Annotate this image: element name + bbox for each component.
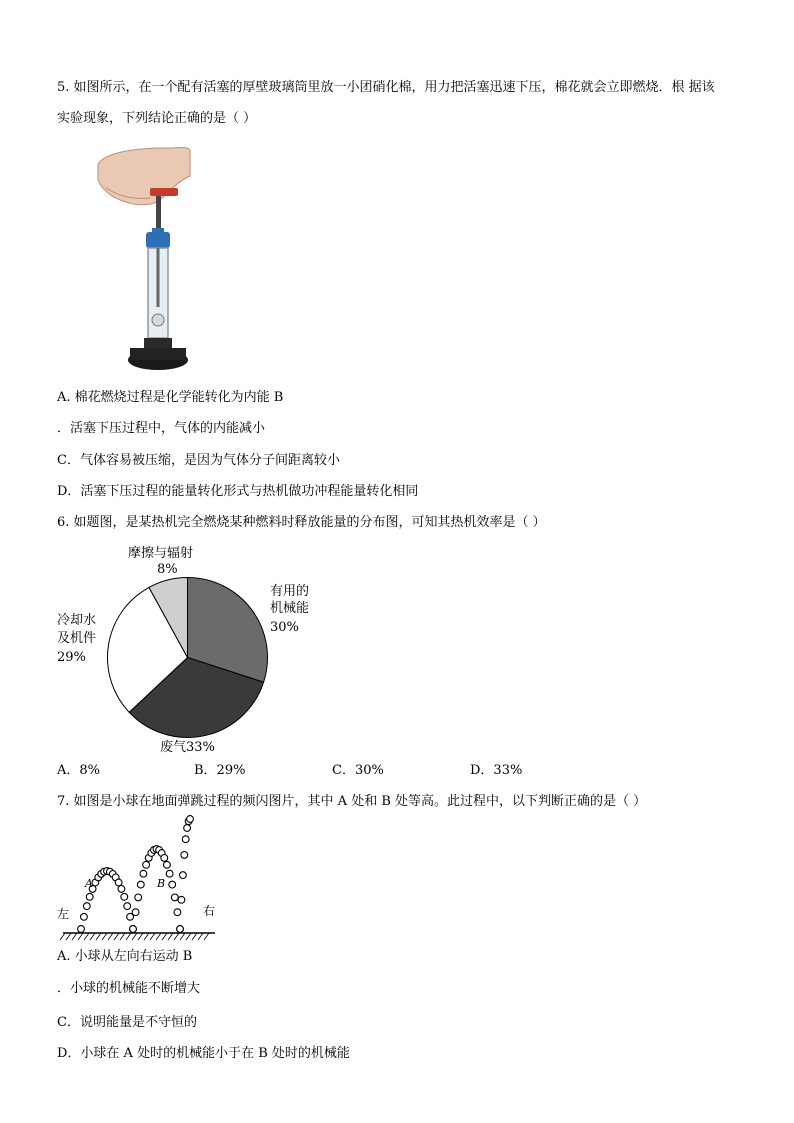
q5-option-a: A. 棉花燃烧过程是化学能转化为内能 B <box>57 390 284 405</box>
ball-image <box>135 894 142 901</box>
ball-image <box>143 861 150 868</box>
q7-option-c: C．说明能量是不守恒的 <box>57 1015 197 1030</box>
ball-image <box>166 870 173 877</box>
q7-option-b: ．小球的机械能不断增大 <box>57 981 201 996</box>
figure-label-left: 左 <box>57 907 70 921</box>
figure-label-a: A <box>85 877 93 890</box>
energy-distribution-pie-chart <box>100 570 275 745</box>
ball-image <box>169 881 176 888</box>
pie-label-exhaust: 废气33% <box>160 740 215 755</box>
q5-option-c: C．气体容易被压缩，是因为气体分子间距离较小 <box>57 453 340 468</box>
ball-image <box>83 903 90 910</box>
q6-option-a: A．8% <box>57 763 101 778</box>
ball-image <box>187 816 194 823</box>
q6-option-b: B．29% <box>194 763 246 778</box>
q6-stem: 6. 如题图，是某热机完全燃烧某种燃料时释放能量的分布图，可知其热机效率是（ ） <box>57 515 546 530</box>
q5-stem-line1: 5. 如图所示，在一个配有活塞的厚壁玻璃筒里放一小团硝化棉，用力把活塞迅速下压，棉花就会立即燃烧．根 据该 <box>57 80 715 95</box>
q7-stem: 7. 如图是小球在地面弹跳过程的频闪图片，其中 A 处和 B 处等高。此过程中，以下判断正确的是（ ） <box>57 794 647 809</box>
pie-label-cooling-3: 29% <box>57 650 86 665</box>
ball-image <box>140 870 147 877</box>
ball-image <box>161 855 168 862</box>
ball-image <box>86 893 93 900</box>
pie-label-cooling-2: 及机件 <box>57 631 97 646</box>
q7-option-a: A. 小球从左向右运动 B <box>57 949 193 964</box>
q5-option-b: ．活塞下压过程中，气体的内能减小 <box>57 421 266 436</box>
ball-image <box>115 879 122 886</box>
ball-image <box>78 926 85 933</box>
pie-label-useful-1: 有用的 <box>270 584 310 599</box>
ball-image <box>174 909 181 916</box>
ball-image <box>137 881 144 888</box>
pie-label-cooling-1: 冷却水 <box>57 613 97 628</box>
ball-image <box>124 903 131 910</box>
bouncing-ball-figure <box>55 815 225 943</box>
figure-label-b: B <box>157 877 166 890</box>
fire-syringe-image <box>96 142 196 374</box>
ball-image <box>132 909 139 916</box>
ball-image <box>164 861 171 868</box>
pie-label-friction-2: 8% <box>157 562 178 577</box>
q6-option-d: D．33% <box>470 763 523 778</box>
ball-image <box>180 872 187 879</box>
q7-option-d: D．小球在 A 处时的机械能小于在 B 处时的机械能 <box>57 1046 350 1061</box>
ball-image <box>118 886 125 893</box>
pie-label-friction-1: 摩擦与辐射 <box>128 546 194 561</box>
ball-image <box>177 926 184 933</box>
q5-stem-line2: 实验现象，下列结论正确的是（ ） <box>57 111 257 126</box>
q6-option-c: C．30% <box>332 763 384 778</box>
pie-label-useful-2: 机械能 <box>270 601 310 616</box>
ball-image <box>130 926 137 933</box>
ball-image <box>182 836 189 843</box>
ball-image <box>171 894 178 901</box>
ball-image <box>181 852 188 859</box>
ball-image <box>184 825 191 832</box>
ball-image <box>121 893 128 900</box>
ball-image <box>178 896 185 903</box>
ball-image <box>81 913 88 920</box>
pie-label-useful-3: 30% <box>270 620 299 635</box>
q5-option-d: D．活塞下压过程的能量转化形式与热机做功冲程能量转化相同 <box>57 484 419 499</box>
figure-label-right: 右 <box>203 904 216 918</box>
